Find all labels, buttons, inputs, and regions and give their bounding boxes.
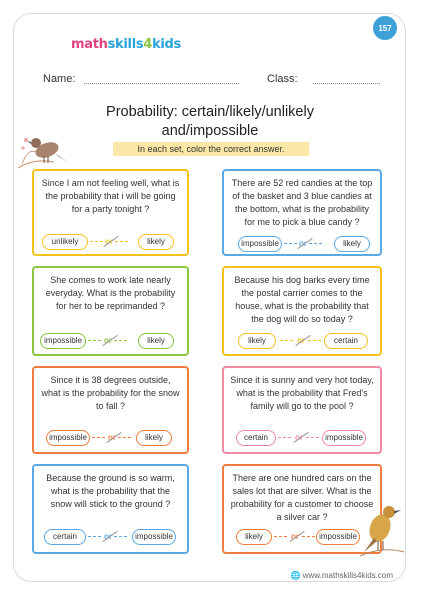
- answer-option-likely[interactable]: likely: [236, 529, 272, 545]
- answer-option-likely[interactable]: likely: [238, 333, 276, 349]
- question-text: There are 52 red candies at the top of the basket and 3 blue candies at the bottom, what is the probability for me to pick a blue candy ?: [231, 178, 373, 227]
- or-separator: [272, 529, 316, 545]
- logo-part-kids: kids: [152, 37, 181, 52]
- or-separator: [278, 333, 322, 349]
- answer-option-certain[interactable]: certain: [236, 430, 276, 446]
- or-separator: [86, 333, 128, 349]
- or-separator: [282, 236, 322, 252]
- or-text: or: [104, 532, 112, 541]
- logo: [71, 37, 181, 52]
- logo-part-math: math: [71, 37, 108, 52]
- title-line-2: and/impossible: [161, 123, 259, 139]
- footer-website: 🌐 www.mathskills4kids.com: [290, 571, 393, 580]
- or-separator: [88, 234, 128, 250]
- class-input-line[interactable]: [313, 83, 380, 84]
- class-label: Class:: [267, 73, 298, 85]
- answer-option-unlikely[interactable]: unlikely: [42, 234, 88, 250]
- answer-option-likely[interactable]: likely: [138, 234, 174, 250]
- answer-option-certain[interactable]: certain: [44, 529, 86, 545]
- or-separator: [276, 430, 320, 446]
- name-input-line[interactable]: [84, 83, 239, 84]
- question-card: [222, 266, 382, 356]
- or-separator: [90, 430, 132, 446]
- question-card: [32, 169, 189, 256]
- question-text: Since it is sunny and very hot today, what is the probability that Fred's family will go to the pool ?: [230, 375, 374, 411]
- question-card: [32, 464, 189, 554]
- answer-option-impossible[interactable]: impossible: [40, 333, 86, 349]
- answer-option-likely[interactable]: likely: [334, 236, 370, 252]
- answer-option-likely[interactable]: likely: [138, 333, 174, 349]
- or-text: or: [108, 433, 116, 442]
- worksheet-title: [60, 103, 360, 141]
- or-text: or: [291, 532, 299, 541]
- question-text: Because the ground is so warm, what is the probability that the snow will stick to the ground ?: [46, 473, 175, 509]
- question-card: [222, 366, 382, 454]
- answer-option-impossible[interactable]: impossible: [238, 236, 282, 252]
- question-text: Because his dog barks every time the postal carrier comes to the house, what is the probability that the dog will do so today ?: [234, 275, 370, 324]
- answer-option-impossible[interactable]: impossible: [46, 430, 90, 446]
- answer-option-certain[interactable]: certain: [324, 333, 368, 349]
- logo-part-skills: skills: [107, 37, 144, 52]
- question-card: [222, 169, 382, 256]
- footer-url: www.mathskills4kids.com: [302, 571, 393, 580]
- question-text: There are one hundred cars on the sales lot that are silver. What is the probability for a customer to choose a silver car ?: [230, 473, 374, 522]
- answer-option-impossible[interactable]: impossible: [316, 529, 360, 545]
- or-text: or: [299, 239, 307, 248]
- question-text: Since it is 38 degrees outside, what is the probability for the snow to fall ?: [41, 375, 180, 411]
- or-text: or: [295, 433, 303, 442]
- question-text: Since I am not feeling well, what is the probability that i will be going for a party tonight ?: [41, 178, 180, 214]
- title-line-1: Probability: certain/likely/unlikely: [106, 104, 314, 120]
- or-text: or: [297, 336, 305, 345]
- page-number: 157: [378, 23, 392, 33]
- question-card: [32, 266, 189, 356]
- bird-illustration-bottom: [358, 498, 408, 560]
- or-text: or: [104, 336, 112, 345]
- name-label: Name:: [43, 73, 76, 85]
- question-card: [32, 366, 189, 454]
- or-separator: [86, 529, 128, 545]
- answer-option-likely[interactable]: likely: [136, 430, 172, 446]
- logo-part-4: 4: [143, 37, 153, 52]
- answer-option-impossible[interactable]: impossible: [132, 529, 176, 545]
- answer-option-impossible[interactable]: impossible: [322, 430, 366, 446]
- page-number-badge: [373, 16, 397, 40]
- instruction-banner: In each set, color the correct answer.: [113, 142, 309, 156]
- question-text: She comes to work late nearly everyday. What is the probability for her to be reprimanded ?: [45, 275, 176, 311]
- or-text: or: [105, 237, 113, 246]
